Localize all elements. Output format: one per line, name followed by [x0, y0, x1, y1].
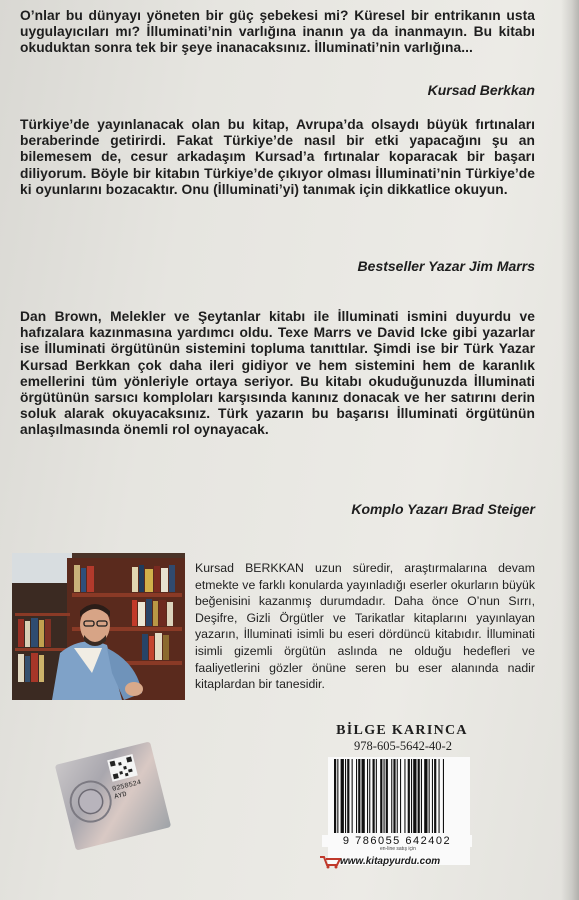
barcode-bar — [345, 759, 346, 833]
barcode-bar — [341, 759, 344, 833]
barcode-bar — [376, 759, 377, 833]
barcode-bar — [369, 759, 370, 833]
barcode-bar — [337, 759, 338, 833]
quote-1-text: O’nlar bu dünyayı yöneten bir güç şebekesi mi? Küresel bir entrikanın usta uygulayıcıları mı? İlluminati’nin varlığına inanın ya da inanmayın. Bu kitabı okuduktan sonra tek bir şeye inanacaksınız. İlluminati’nin varlığına... — [20, 8, 535, 56]
hologram-code-label: AYD — [113, 790, 128, 802]
barcode-digits: 9 786055 642402 — [322, 835, 472, 847]
barcode-bar — [384, 759, 385, 833]
barcode-bar — [373, 759, 375, 833]
quote-3-author: Komplo Yazarı Brad Steiger — [351, 501, 535, 517]
quote-3-text: Dan Brown, Melekler ve Şeytanlar kitabı ile İlluminati ismini duyurdu ve hafızalara kazınmasına yardımcı oldu. Texe Marrs ve David Icke gibi yazarlar ise İlluminati örgütünün sistemini topluma tanıttılar. Şimdi ise bir Türk Yazar Kursad Berkkan çok daha ileri gidiyor ve hem sistemini hem de karanlık emellerini tüm yönleriyle ortaya seriyor. Bu kitabı okuduğunuzda İlluminati örgütünün sarsıcı komploları karşısında kanınız donacak ve her satırını derin soluk alarak okuyacaksınız. Türk yazarın bu başarısı İlluminati örgütünün anlaşılmasında önemli rol oynayacak. — [20, 309, 535, 438]
barcode-bar — [380, 759, 382, 833]
store-tagline: en-line satış için — [380, 846, 416, 852]
quote-2-author: Bestseller Yazar Jim Marrs — [357, 258, 535, 274]
quote-1-author: Kursad Berkkan — [427, 82, 535, 98]
barcode-bar — [397, 759, 398, 833]
barcode-bar — [424, 759, 427, 833]
quote-2-text: Türkiye’de yayınlanacak olan bu kitap, Avrupa’da olsaydı büyük fırtınaları beraberinde getirirdi. Fakat Türkiye’de nasıl bir etki yapacağını şu an bilemesem de, cesur arkadaşım Kursad’a fırtınalar koparacak bir başarı diliyorum. Böyle bir kitabın Türkiye’de çıkıyor olması İlluminati’nin Türkiye’de ki oyunlarını bozacaktır. Onu (İlluminati’yi) tanımak için dikkatlice okuyun. — [20, 117, 535, 197]
barcode-bar — [386, 759, 388, 833]
barcode-bar — [352, 759, 353, 833]
barcode-bar — [408, 759, 410, 833]
barcode-bar — [421, 759, 422, 833]
hologram-pattern — [55, 741, 171, 850]
store-name: www.kitapyurdu.com — [340, 856, 441, 867]
barcode-bar — [411, 759, 412, 833]
hologram-sticker — [55, 741, 171, 850]
barcode-bar — [391, 759, 392, 833]
barcode-bar — [434, 759, 436, 833]
barcode-bar — [367, 759, 368, 833]
cart-icon — [318, 853, 342, 869]
author-photo-illustration — [12, 553, 185, 700]
barcode-bar — [400, 759, 401, 833]
barcode-bar — [443, 759, 444, 833]
author-photo — [12, 553, 185, 700]
author-bio: Kursad BERKKAN uzun süredir, araştırmalarına devam etmekte ve farklı konularda yayınladığı eserler okurların büyük beğenisini kazanmış durumdadır. Daha önce O’nun Sırrı, Deşifre, Gizli Örgütler ve Tarikatlar kitaplarını yayınlayan yazarın, İlluminati isimli bu eseri dördüncü kitabıdır. İlluminati isimli gizemli örgütün aslında ne olduğu hedefleri ve faaliyetlerini gözler önüne seren bu eser alanında nadir kitaplardan bir tanesidir. — [195, 561, 535, 692]
barcode-bar — [356, 759, 357, 833]
barcode-bars — [328, 757, 470, 835]
barcode-bar — [347, 759, 349, 833]
barcode-bar — [334, 759, 336, 833]
cover-edge-shadow — [561, 0, 579, 900]
publisher-name: BİLGE KARINCA — [336, 723, 468, 738]
hologram-code-number: 0258524 — [111, 778, 143, 794]
barcode-bar — [358, 759, 360, 833]
barcode-bar — [362, 759, 365, 833]
barcode-bar — [432, 759, 433, 833]
barcode-bar — [404, 759, 405, 833]
barcode-bar — [393, 759, 395, 833]
barcode-bar — [429, 759, 430, 833]
barcode-bar — [439, 759, 440, 833]
isbn: 978-605-5642-40-2 — [354, 739, 452, 753]
barcode-bar — [413, 759, 416, 833]
barcode-bar — [418, 759, 420, 833]
